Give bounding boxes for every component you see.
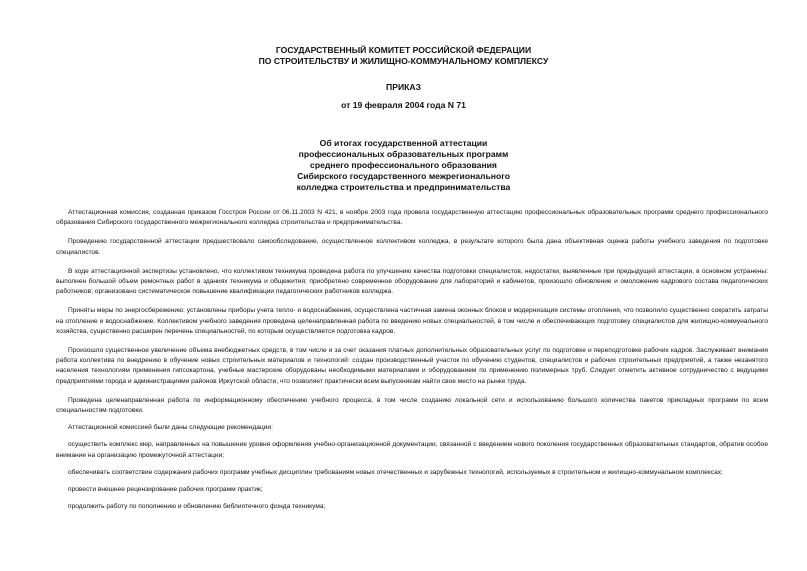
org-line-2: ПО СТРОИТЕЛЬСТВУ И ЖИЛИЩНО-КОММУНАЛЬНОМУ КОМПЛЕКСУ: [258, 56, 549, 66]
subject-line-3: среднего профессионального образования: [310, 160, 497, 170]
recommendation-programs: обеспечивать соответствие содержания рабочих программ учебных дисциплин требованиям новых отечественных и зарубежных технологий, используемых в строительном и жилищно-коммунальном комплексах;: [68, 468, 723, 476]
paragraph-commission: Аттестационная комиссия, созданная приказом Госстроя России от 06.11.2003 N 421, в ноябре 2003 года провела государственную аттестацию профессиональных образовательных программ среднего профессионального образования Сибирского государственного межрегионального колледжа строительства и предпринимательства.: [56, 209, 768, 227]
paragraph-information: Проведена целенаправленная работа по информационному обеспечению учебного процесса, в том числе созданию локальной сети и использованию большого количества пакетов прикладных программ по всем специальностям подготовки.: [56, 396, 768, 415]
document-body: [56, 208, 768, 512]
org-line-1: ГОСУДАРСТВЕННЫЙ КОМИТЕТ РОССИЙСКОЙ ФЕДЕРАЦИИ: [275, 45, 532, 55]
subject-line-2: профессиональных образовательных программ: [298, 149, 509, 159]
paragraph-expertise: В ходе аттестационной экспертизы установлено, что коллективом техникума проведена работа по улучшению качества подготовки специалистов, недостатки, выявленные при предыдущей аттестации, в основном устранены: выполнен большой объем ремонтных работ в зданиях техникума и общежития; приобретено современное оборудование для лабораторий и кабинетов, произошло обновление и омоложение кадрового состава педагогических работников; организовано систематическое повышение квалификации педагогических работников колледжа.: [56, 267, 768, 296]
subject-line-4: Сибирского государственного межрегионального: [297, 171, 510, 181]
recommendation-documentation: осуществить комплекс мер, направленных на повышение уровня оформления учебно-организационной документации, связанной с введением нового поколения государственных образовательных стандартов, обратив особое внимание на организацию промежуточной аттестации;: [56, 441, 768, 459]
subject-line-1: Об итогах государственной аттестации: [319, 138, 488, 148]
recommendation-review: провести внешнее рецензирование рабочих программ практик;: [68, 486, 263, 494]
paragraph-energy-saving: Приняты меры по энергосбережению: установлены приборы учета тепло- и водоснабжения, осуществлена частичная замена оконных блоков и модернизация системы отопления, что позволило существенно сократить затраты на отопление и водоснабжение. Коллективом учебного заведения проведена целенаправленная работа по введению новых специальностей, в том числе и обеспечивающих подготовку специалистов для жилищно-коммунального хозяйства, существенно расширен перечень специальностей, по которым осуществляется подготовка кадров.: [56, 307, 768, 335]
recommendation-library: продолжить работу по пополнению и обновлению библиотечного фонда техникума;: [68, 503, 326, 511]
document-type: ПРИКАЗ: [386, 82, 421, 92]
subject-line-5: колледжа строительства и предпринимательства: [296, 182, 511, 192]
document-date: от 19 февраля 2004 года N 71: [341, 100, 466, 110]
issuing-organization: [0, 45, 807, 67]
paragraph-recommendations-intro: Аттестационной комиссией были даны следующие рекомендации:: [68, 424, 273, 432]
paragraph-self-assessment: Проведению государственной аттестации предшествовало самообследование, осуществленное коллективом колледжа, в результате которого была дана объективная оценка работы учебного заведения по подготовке специалистов.: [56, 238, 768, 256]
paragraph-extrabudgetary: Произошло существенное увеличение объема внебюджетных средств, в том числе и за счет оказания платных дополнительных образовательных услуг по подготовке и переподготовке рабочих кадров. Заслуживает внимания работа коллектива по внедрению в обучение новых строительных материалов и технологий: создан производственный участок по обучению студентов, специалистов и рабочих строительных предприятий, а также незанятого населения технологиям применения гипсокартона, учебные мастерские оборудованы необходимыми материалами и оборудованием по применению полимерных труб. Следует отметить активное сотрудничество с ведущими предприятиями города и администрациями районов Иркутской области, что позволяет практически всем выпускникам найти свое место на рынке труда.: [56, 347, 768, 385]
document-subject: [0, 138, 807, 193]
